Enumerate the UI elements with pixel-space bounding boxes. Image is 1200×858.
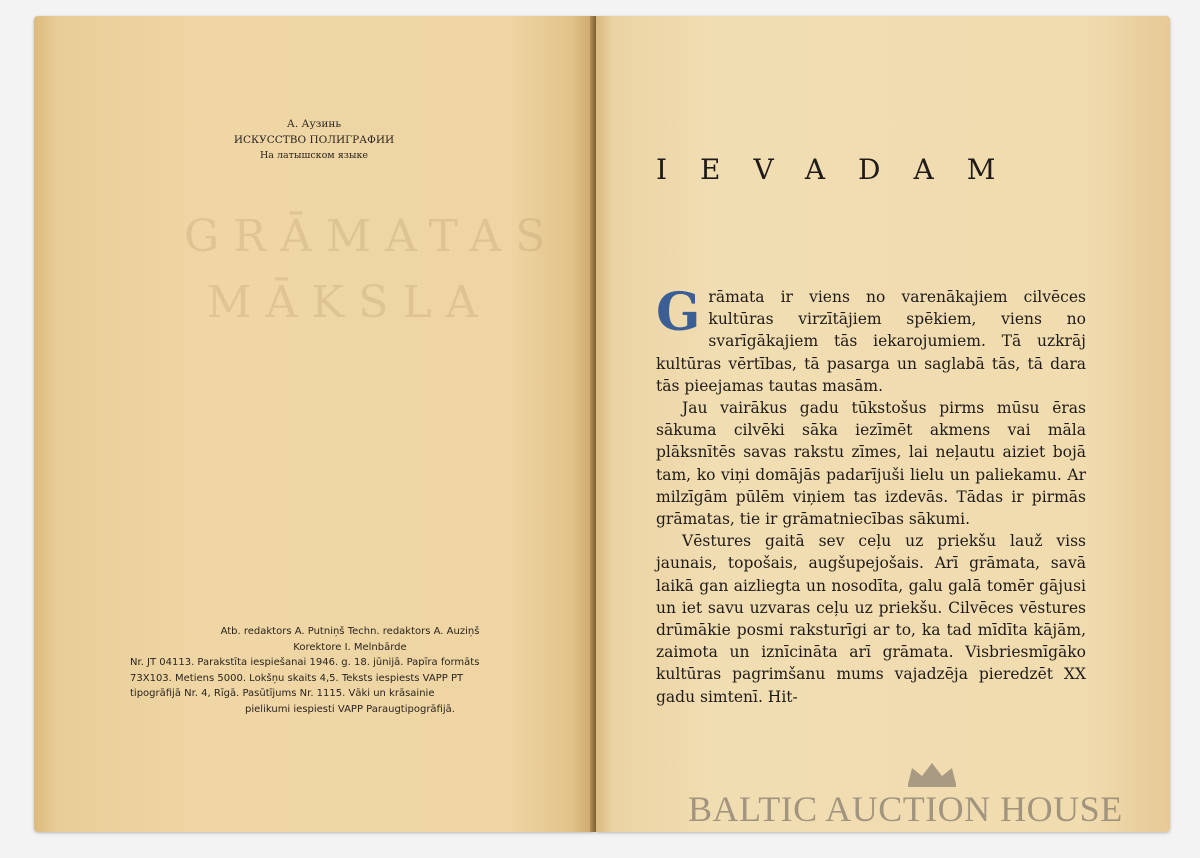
imprint-author: А. Аузинь <box>286 118 342 130</box>
right-page <box>596 16 1170 832</box>
imprint-bottom <box>130 624 570 717</box>
show-through-text <box>184 204 560 336</box>
imprint-line-5: tipogrāfijā Nr. 4, Rīgā. Pasūtījums Nr. 1115. Vāki un krāsainie <box>130 688 435 699</box>
watermark-text: BALTIC AUCTION HOUSE <box>688 789 1123 829</box>
drop-cap: G <box>656 282 701 343</box>
imprint-title: ИСКУССТВО ПОЛИГРАФИИ <box>233 134 395 146</box>
paragraph-1 <box>656 282 1086 397</box>
imprint-top <box>184 116 444 164</box>
imprint-proofreader: Korektore I. Melnbārde <box>293 641 407 653</box>
chapter-heading: IEVADAM <box>656 152 1029 186</box>
crown-icon <box>904 760 960 788</box>
imprint-line-6: pielikumi iespiesti VAPP Paraugtipogrāfijā. <box>245 703 455 715</box>
body-text <box>656 282 1086 708</box>
imprint-language: На латышском языке <box>260 150 368 161</box>
paragraph-2: Jau vairākus gadu tūkstošus pirms mūsu ēras sākuma cilvēki sāka iezīmēt akmens vai māla plāksnītēs savas rakstu zīmes, lai neļautu aiziet bojā tam, ko viņi domājās padarījuši lielu un paliekamu. Ar milzīgām pūlēm viņiem tas izdevās. Tādas ir pirmās grāmatas, tie ir grāmatniecības sākumi. <box>656 399 1086 529</box>
open-book <box>34 16 1170 836</box>
show-through-line-1: GRĀMATAS <box>184 211 560 262</box>
paragraph-1-text: rāmata ir viens no varenākajiem cilvēces kultūras virzītājiem spēkiem, viens no svarīgākajiem tās iekarojumiem. Tā uzkrāj kultūras vērtības, tā pasarga un saglabā tās, tā dara tās pieejamas tautas masām. <box>656 288 1086 395</box>
paragraph-3: Vēstures gaitā sev ceļu uz priekšu lauž viss jaunais, topošais, augšupejošais. Arī grāmata, savā laikā gan aizliegta un nosodīta, galu galā tomēr gājusi un iet savu uzvaras ceļu uz priekšu. Cilvēces vēstures drūmākie posmi raksturīgi ar to, ka tad mīdīta kājām, zaimota un iznīcināta arī grāmata. Visbriesmīgāko kultūras pagrimšanu mums vajadzēja pieredzēt XX gadu simtenī. Hit- <box>656 532 1086 706</box>
left-page <box>34 16 594 832</box>
show-through-line-2: MĀKSLA <box>206 277 492 328</box>
imprint-editors: Atb. redaktors A. Putniņš Techn. redaktors A. Auziņš <box>220 626 480 637</box>
imprint-line-3: Nr. JT 04113. Parakstīta iespiešanai 1946. g. 18. jūnijā. Papīra formāts <box>130 657 480 668</box>
imprint-line-4: 73X103. Metiens 5000. Lokšņu skaits 4,5. Teksts iespiests VAPP PT <box>130 672 464 684</box>
